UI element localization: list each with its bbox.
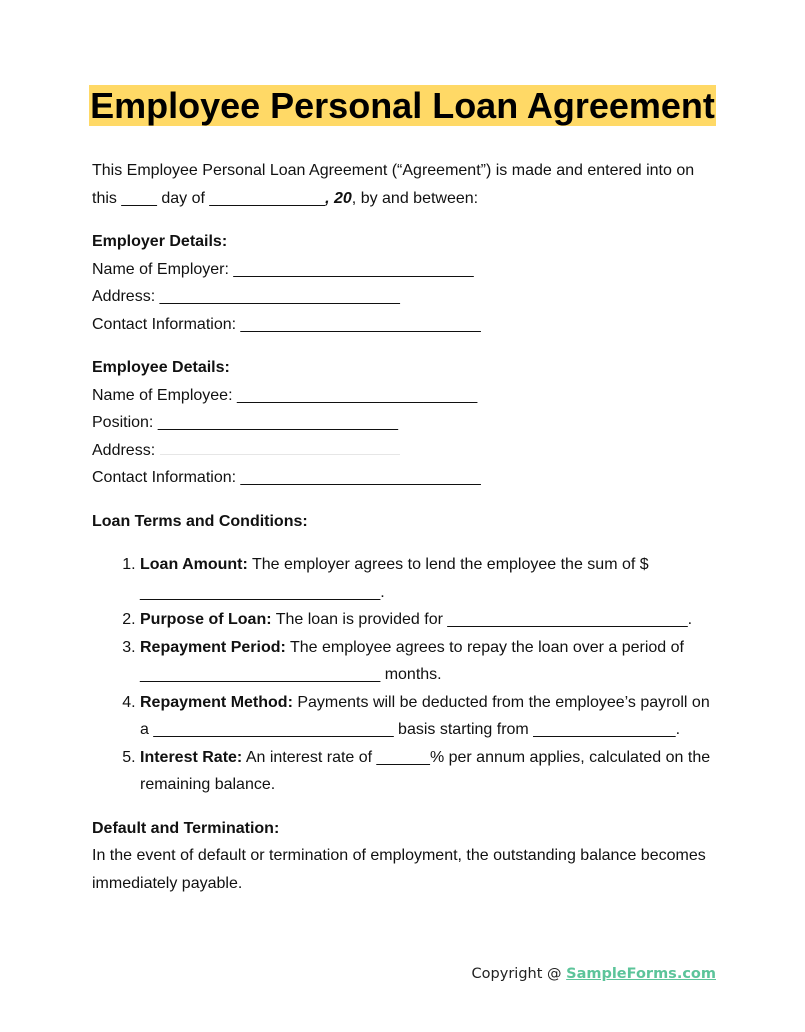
loan-terms: Loan Terms and Conditions: 1. Loan Amount: The employer agrees to lend the employee the sum of $ ___________________________. 2. Purpose of Loan: The loan is provided for ___________________________. 3. Repayment Period: The employee agrees to repay the loan over a period of ___________________________ months. 4. Repayment Method: Payments will be deducted from the employee’s payroll on a ___________________________ basis starting from ________________. 5. Interest Rate: An interest rate of ______% per annum applies, calculated on the remaining balance. — [92, 508, 717, 799]
copyright-footer: Copyright @ SampleForms.com — [471, 966, 716, 982]
address-blank-line — [160, 438, 400, 455]
employer-contact-field: Contact Information: ___________________________ — [92, 315, 481, 333]
document-title: Employee Personal Loan Agreement — [90, 85, 715, 126]
employee-address-field: Address: — [92, 437, 717, 465]
list-item: 2. Purpose of Loan: The loan is provided for ___________________________. — [140, 606, 717, 634]
default-termination: Default and Termination: In the event of default or termination of employment, the outstanding balance becomes immediately payable. — [92, 819, 706, 892]
list-item: 5. Interest Rate: An interest rate of ______% per annum applies, calculated on the remaining balance. — [140, 744, 717, 799]
list-item: 4. Repayment Method: Payments will be deducted from the employee’s payroll on a ___________________________ basis starting from ________________. — [140, 689, 717, 744]
list-item: 3. Repayment Period: The employee agrees to repay the loan over a period of ___________________________ months. — [140, 634, 717, 689]
loan-terms-list — [92, 551, 717, 799]
employee-contact-field: Contact Information: ___________________________ — [92, 469, 481, 486]
intro-paragraph: This Employee Personal Loan Agreement (“Agreement”) is made and entered into on this ____ day of _____________, 20, by and between: — [92, 162, 695, 207]
employer-name-field: Name of Employer: ___________________________ — [92, 260, 474, 278]
sampleforms-link[interactable]: SampleForms.com — [566, 966, 716, 982]
document-body — [92, 157, 717, 897]
employee-name-field: Name of Employee: ___________________________ — [92, 386, 478, 404]
list-item: 1. Loan Amount: The employer agrees to lend the employee the sum of $ ___________________________. — [140, 551, 717, 606]
employee-position-field: Position: ___________________________ — [92, 414, 399, 431]
employer-details: Employer Details: Name of Employer: ___________________________ Address: ___________________________ Contact Information: ___________________________ — [92, 228, 717, 338]
employee-details: Employee Details: Name of Employee: ___________________________ Position: ___________________________ Address: Contact Information: ___________________________ — [92, 354, 717, 492]
employer-address-field: Address: ___________________________ — [92, 288, 400, 305]
